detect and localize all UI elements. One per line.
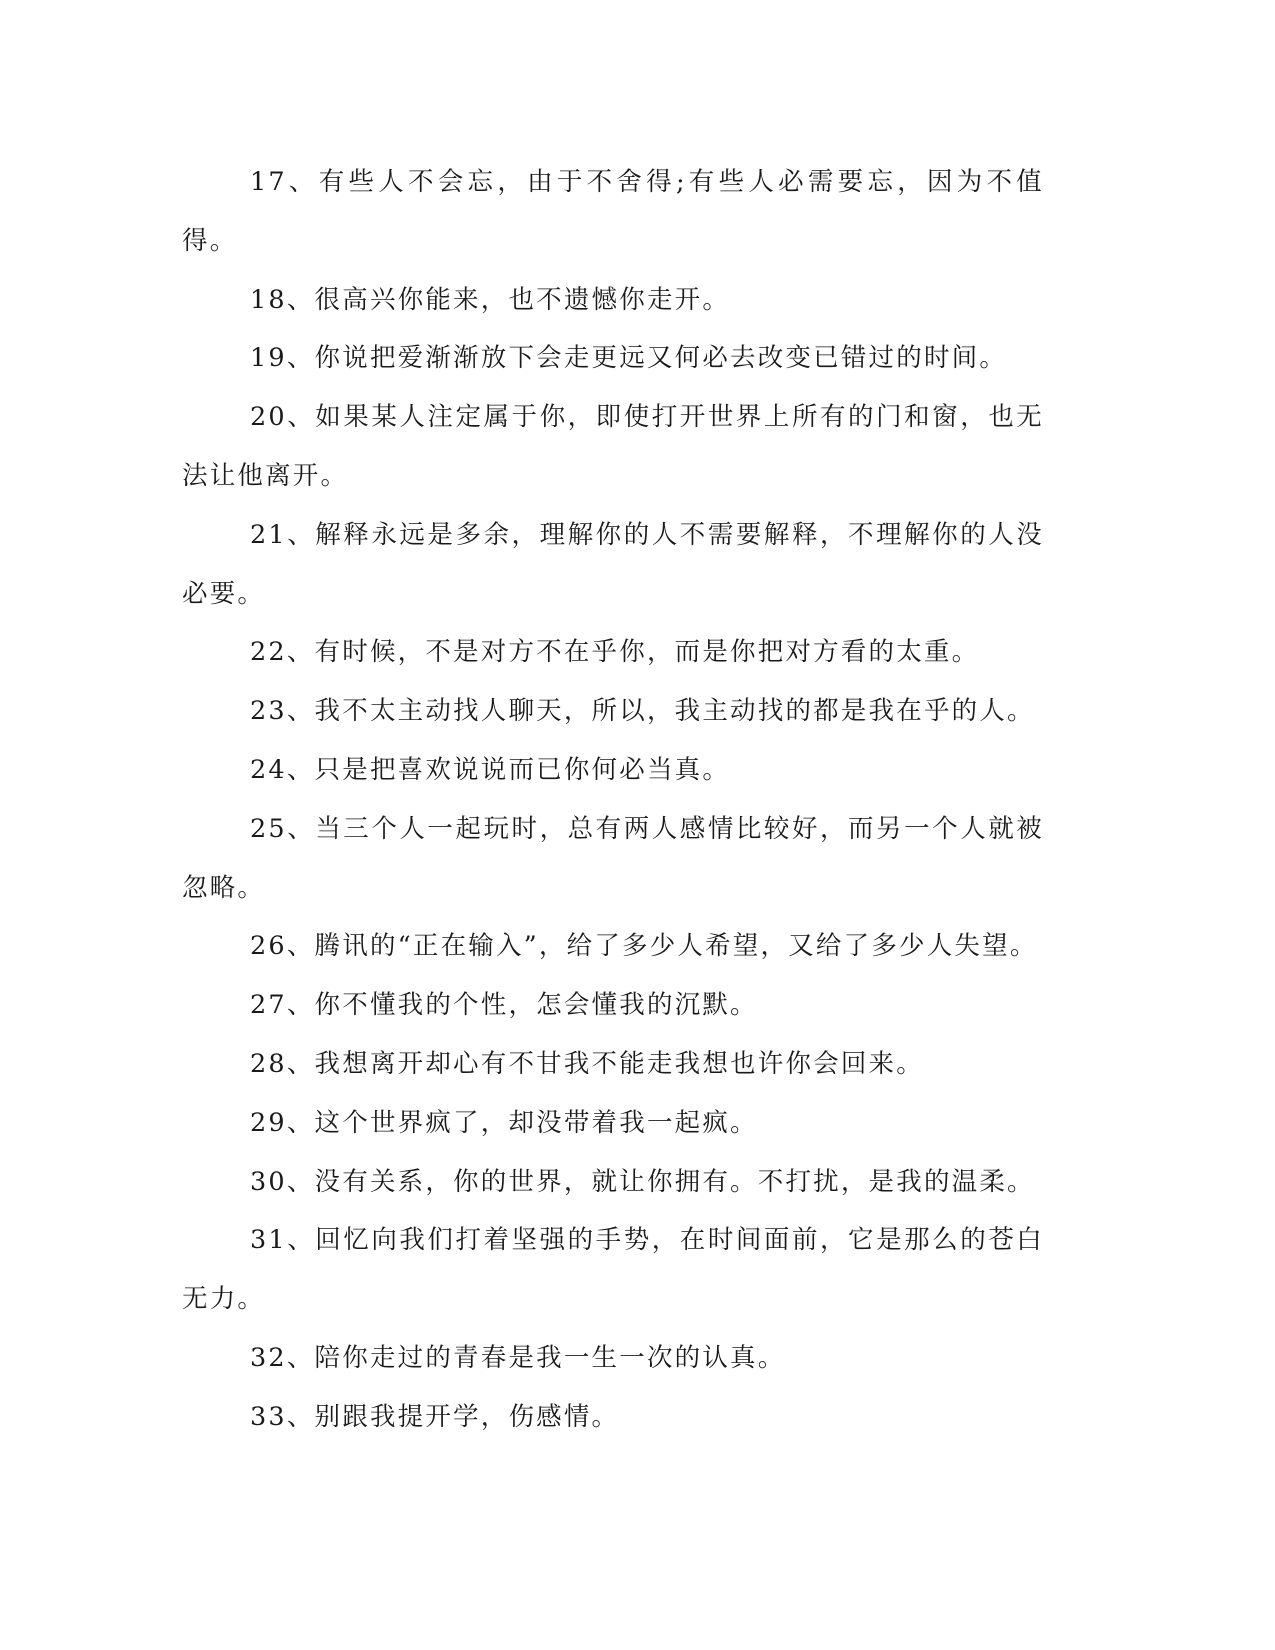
paragraph-17: 17、有些人不会忘，由于不舍得;有些人必需要忘，因为不值得。 [182,167,1044,256]
paragraph-18: 18、很高兴你能来，也不遗憾你走开。 [250,284,731,315]
paragraph-26: 26、腾讯的“正在输入”，给了多少人希望，又给了多少人失望。 [250,931,1038,962]
paragraph-22: 22、有时候，不是对方不在乎你，而是你把对方看的太重。 [250,637,980,668]
paragraph-28: 28、我想离开却心有不甘我不能走我想也许你会回来。 [250,1048,924,1079]
paragraph-23: 23、我不太主动找人聊天，所以，我主动找的都是我在乎的人。 [250,696,1035,727]
document-body [182,153,1044,1447]
paragraph-29: 29、这个世界疯了，却没带着我一起疯。 [250,1107,758,1138]
paragraph-21: 21、解释永远是多余，理解你的人不需要解释，不理解你的人没必要。 [182,519,1044,609]
paragraph-27: 27、你不懂我的个性，怎会懂我的沉默。 [250,990,758,1021]
paragraph-33: 33、别跟我提开学，伤感情。 [250,1401,620,1432]
paragraph-30: 30、没有关系，你的世界，就让你拥有。不打扰，是我的温柔。 [250,1166,1035,1197]
paragraph-24: 24、只是把喜欢说说而已你何必当真。 [250,754,731,785]
paragraph-31: 31、回忆向我们打着坚强的手势，在时间面前，它是那么的苍白无力。 [182,1225,1044,1315]
paragraph-19: 19、你说把爱渐渐放下会走更远又何必去改变已错过的时间。 [250,343,1008,374]
paragraph-25: 25、当三个人一起玩时，总有两人感情比较好，而另一个人就被忽略。 [182,813,1044,903]
paragraph-20: 20、如果某人注定属于你，即使打开世界上所有的门和窗，也无法让他离开。 [182,402,1044,491]
paragraph-32: 32、陪你走过的青春是我一生一次的认真。 [250,1342,786,1373]
